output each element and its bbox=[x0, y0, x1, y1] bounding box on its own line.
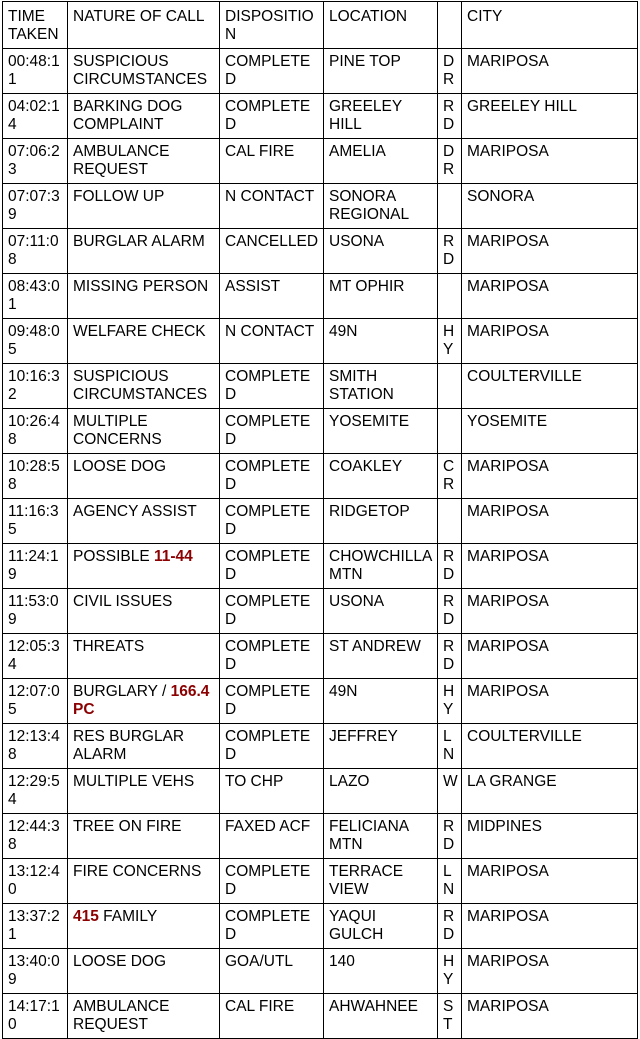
table-row bbox=[3, 454, 638, 499]
location-cell: USONA bbox=[324, 589, 438, 634]
nature-of-call-cell bbox=[68, 409, 220, 454]
header-time-taken: TIME TAKEN bbox=[3, 2, 68, 49]
location-cell: SONORA REGIONAL bbox=[324, 184, 438, 229]
disposition-cell: CANCELLED bbox=[220, 229, 324, 274]
location-cell: YAQUI GULCH bbox=[324, 904, 438, 949]
city-cell: MARIPOSA bbox=[462, 49, 638, 94]
time-taken-cell: 08:43:01 bbox=[3, 274, 68, 319]
code-reference: 11-44 bbox=[153, 548, 193, 565]
table-row bbox=[3, 994, 638, 1039]
city-cell: MARIPOSA bbox=[462, 859, 638, 904]
nature-text: BURGLAR ALARM bbox=[73, 233, 205, 250]
nature-text: RES BURGLAR ALARM bbox=[73, 728, 185, 763]
street-suffix-cell bbox=[438, 274, 462, 319]
nature-text: SUSPICIOUS CIRCUMSTANCES bbox=[73, 53, 208, 88]
nature-text: THREATS bbox=[73, 638, 145, 655]
location-cell: MT OPHIR bbox=[324, 274, 438, 319]
nature-of-call-cell bbox=[68, 724, 220, 769]
nature-text: POSSIBLE bbox=[73, 548, 154, 565]
city-cell: GREELEY HILL bbox=[462, 94, 638, 139]
street-suffix-cell: HY bbox=[438, 319, 462, 364]
table-row bbox=[3, 274, 638, 319]
header-disposition: DISPOSITION bbox=[220, 2, 324, 49]
time-taken-cell: 10:28:58 bbox=[3, 454, 68, 499]
time-taken-cell: 12:05:34 bbox=[3, 634, 68, 679]
time-taken-cell: 07:06:23 bbox=[3, 139, 68, 184]
disposition-cell: TO CHP bbox=[220, 769, 324, 814]
street-suffix-cell: HY bbox=[438, 679, 462, 724]
nature-text: BARKING DOG COMPLAINT bbox=[73, 98, 183, 133]
nature-of-call-cell bbox=[68, 364, 220, 409]
city-cell: LA GRANGE bbox=[462, 769, 638, 814]
nature-text: AMBULANCE REQUEST bbox=[73, 998, 170, 1033]
street-suffix-cell: RD bbox=[438, 589, 462, 634]
header-row bbox=[3, 2, 638, 49]
nature-of-call-cell bbox=[68, 679, 220, 724]
nature-of-call-cell bbox=[68, 544, 220, 589]
disposition-cell: COMPLETED bbox=[220, 904, 324, 949]
nature-of-call-cell bbox=[68, 319, 220, 364]
time-taken-cell: 12:07:05 bbox=[3, 679, 68, 724]
nature-of-call-cell bbox=[68, 769, 220, 814]
nature-text: FAMILY bbox=[98, 908, 158, 925]
location-cell: YOSEMITE bbox=[324, 409, 438, 454]
nature-text: CIVIL ISSUES bbox=[73, 593, 173, 610]
street-suffix-cell: HY bbox=[438, 949, 462, 994]
table-row bbox=[3, 139, 638, 184]
nature-text: MULTIPLE CONCERNS bbox=[73, 413, 162, 448]
table-row bbox=[3, 409, 638, 454]
nature-of-call-cell bbox=[68, 634, 220, 679]
street-suffix-cell: RD bbox=[438, 814, 462, 859]
time-taken-cell: 07:07:39 bbox=[3, 184, 68, 229]
city-cell: MARIPOSA bbox=[462, 229, 638, 274]
time-taken-cell: 10:16:32 bbox=[3, 364, 68, 409]
city-cell: MARIPOSA bbox=[462, 679, 638, 724]
city-cell: MARIPOSA bbox=[462, 319, 638, 364]
table-row bbox=[3, 634, 638, 679]
nature-of-call-cell bbox=[68, 274, 220, 319]
street-suffix-cell: RD bbox=[438, 544, 462, 589]
street-suffix-cell: RD bbox=[438, 634, 462, 679]
street-suffix-cell: LN bbox=[438, 859, 462, 904]
disposition-cell: COMPLETED bbox=[220, 364, 324, 409]
time-taken-cell: 07:11:08 bbox=[3, 229, 68, 274]
city-cell: MARIPOSA bbox=[462, 454, 638, 499]
location-cell: USONA bbox=[324, 229, 438, 274]
location-cell: CHOWCHILLA MTN bbox=[324, 544, 438, 589]
disposition-cell: N CONTACT bbox=[220, 319, 324, 364]
table-row bbox=[3, 499, 638, 544]
table-row bbox=[3, 859, 638, 904]
nature-of-call-cell bbox=[68, 184, 220, 229]
time-taken-cell: 12:29:54 bbox=[3, 769, 68, 814]
location-cell: ST ANDREW bbox=[324, 634, 438, 679]
code-reference: 166.4 PC bbox=[73, 683, 210, 718]
location-cell: GREELEY HILL bbox=[324, 94, 438, 139]
header-city: CITY bbox=[462, 2, 638, 49]
city-cell: MARIPOSA bbox=[462, 634, 638, 679]
city-cell: MARIPOSA bbox=[462, 544, 638, 589]
table-row bbox=[3, 949, 638, 994]
location-cell: FELICIANA MTN bbox=[324, 814, 438, 859]
time-taken-cell: 11:53:09 bbox=[3, 589, 68, 634]
street-suffix-cell: RD bbox=[438, 229, 462, 274]
disposition-cell: COMPLETED bbox=[220, 94, 324, 139]
nature-text: WELFARE CHECK bbox=[73, 323, 206, 340]
nature-of-call-cell bbox=[68, 994, 220, 1039]
nature-text: MISSING PERSON bbox=[73, 278, 209, 295]
nature-text: LOOSE DOG bbox=[73, 953, 167, 970]
disposition-cell: COMPLETED bbox=[220, 409, 324, 454]
city-cell: COULTERVILLE bbox=[462, 364, 638, 409]
call-log-table bbox=[2, 1, 638, 1039]
nature-of-call-cell bbox=[68, 904, 220, 949]
time-taken-cell: 13:12:40 bbox=[3, 859, 68, 904]
nature-of-call-cell bbox=[68, 499, 220, 544]
nature-text: MULTIPLE VEHS bbox=[73, 773, 195, 790]
location-cell: AMELIA bbox=[324, 139, 438, 184]
table-row bbox=[3, 319, 638, 364]
table-row bbox=[3, 814, 638, 859]
disposition-cell: CAL FIRE bbox=[220, 994, 324, 1039]
disposition-cell: COMPLETED bbox=[220, 679, 324, 724]
disposition-cell: COMPLETED bbox=[220, 859, 324, 904]
street-suffix-cell: CR bbox=[438, 454, 462, 499]
table-row bbox=[3, 589, 638, 634]
header-nature-of-call: NATURE OF CALL bbox=[68, 2, 220, 49]
street-suffix-cell: RD bbox=[438, 94, 462, 139]
time-taken-cell: 12:13:48 bbox=[3, 724, 68, 769]
nature-text: FIRE CONCERNS bbox=[73, 863, 202, 880]
header-location: LOCATION bbox=[324, 2, 438, 49]
table-row bbox=[3, 769, 638, 814]
nature-of-call-cell bbox=[68, 139, 220, 184]
nature-of-call-cell bbox=[68, 49, 220, 94]
city-cell: SONORA bbox=[462, 184, 638, 229]
nature-of-call-cell bbox=[68, 454, 220, 499]
nature-of-call-cell bbox=[68, 94, 220, 139]
city-cell: COULTERVILLE bbox=[462, 724, 638, 769]
disposition-cell: COMPLETED bbox=[220, 544, 324, 589]
nature-of-call-cell bbox=[68, 229, 220, 274]
location-cell: AHWAHNEE bbox=[324, 994, 438, 1039]
location-cell: 49N bbox=[324, 679, 438, 724]
city-cell: MARIPOSA bbox=[462, 274, 638, 319]
city-cell: MARIPOSA bbox=[462, 949, 638, 994]
street-suffix-cell: RD bbox=[438, 904, 462, 949]
disposition-cell: ASSIST bbox=[220, 274, 324, 319]
table-row bbox=[3, 184, 638, 229]
location-cell: RIDGETOP bbox=[324, 499, 438, 544]
time-taken-cell: 00:48:11 bbox=[3, 49, 68, 94]
nature-of-call-cell bbox=[68, 859, 220, 904]
city-cell: YOSEMITE bbox=[462, 409, 638, 454]
time-taken-cell: 13:40:09 bbox=[3, 949, 68, 994]
location-cell: COAKLEY bbox=[324, 454, 438, 499]
city-cell: MIDPINES bbox=[462, 814, 638, 859]
location-cell: LAZO bbox=[324, 769, 438, 814]
street-suffix-cell: ST bbox=[438, 994, 462, 1039]
city-cell: MARIPOSA bbox=[462, 904, 638, 949]
disposition-cell: COMPLETED bbox=[220, 499, 324, 544]
table-row bbox=[3, 904, 638, 949]
nature-text: AGENCY ASSIST bbox=[73, 503, 197, 520]
time-taken-cell: 11:16:35 bbox=[3, 499, 68, 544]
time-taken-cell: 09:48:05 bbox=[3, 319, 68, 364]
street-suffix-cell bbox=[438, 364, 462, 409]
nature-text: AMBULANCE REQUEST bbox=[73, 143, 170, 178]
city-cell: MARIPOSA bbox=[462, 139, 638, 184]
street-suffix-cell: DR bbox=[438, 49, 462, 94]
city-cell: MARIPOSA bbox=[462, 994, 638, 1039]
nature-text: LOOSE DOG bbox=[73, 458, 167, 475]
street-suffix-cell: DR bbox=[438, 139, 462, 184]
street-suffix-cell: W bbox=[438, 769, 462, 814]
time-taken-cell: 10:26:48 bbox=[3, 409, 68, 454]
street-suffix-cell: LN bbox=[438, 724, 462, 769]
disposition-cell: COMPLETED bbox=[220, 634, 324, 679]
call-log-body bbox=[3, 49, 638, 1039]
time-taken-cell: 11:24:19 bbox=[3, 544, 68, 589]
time-taken-cell: 13:37:21 bbox=[3, 904, 68, 949]
street-suffix-cell bbox=[438, 409, 462, 454]
city-cell: MARIPOSA bbox=[462, 589, 638, 634]
time-taken-cell: 04:02:14 bbox=[3, 94, 68, 139]
table-row bbox=[3, 544, 638, 589]
disposition-cell: GOA/UTL bbox=[220, 949, 324, 994]
disposition-cell: COMPLETED bbox=[220, 589, 324, 634]
city-cell: MARIPOSA bbox=[462, 499, 638, 544]
table-row bbox=[3, 49, 638, 94]
table-row bbox=[3, 679, 638, 724]
location-cell: TERRACE VIEW bbox=[324, 859, 438, 904]
disposition-cell: FAXED ACF bbox=[220, 814, 324, 859]
disposition-cell: COMPLETED bbox=[220, 454, 324, 499]
location-cell: 140 bbox=[324, 949, 438, 994]
location-cell: 49N bbox=[324, 319, 438, 364]
disposition-cell: COMPLETED bbox=[220, 49, 324, 94]
table-row bbox=[3, 94, 638, 139]
street-suffix-cell bbox=[438, 184, 462, 229]
location-cell: JEFFREY bbox=[324, 724, 438, 769]
nature-text: FOLLOW UP bbox=[73, 188, 165, 205]
disposition-cell: COMPLETED bbox=[220, 724, 324, 769]
disposition-cell: CAL FIRE bbox=[220, 139, 324, 184]
table-row bbox=[3, 724, 638, 769]
time-taken-cell: 12:44:38 bbox=[3, 814, 68, 859]
street-suffix-cell bbox=[438, 499, 462, 544]
table-row bbox=[3, 229, 638, 274]
nature-text: SUSPICIOUS CIRCUMSTANCES bbox=[73, 368, 208, 403]
nature-of-call-cell bbox=[68, 814, 220, 859]
disposition-cell: N CONTACT bbox=[220, 184, 324, 229]
location-cell: PINE TOP bbox=[324, 49, 438, 94]
table-row bbox=[3, 364, 638, 409]
nature-text: TREE ON FIRE bbox=[73, 818, 182, 835]
code-reference: 415 bbox=[73, 908, 99, 925]
location-cell: SMITH STATION bbox=[324, 364, 438, 409]
header-street-suffix bbox=[438, 2, 462, 49]
nature-of-call-cell bbox=[68, 589, 220, 634]
nature-text: BURGLARY / bbox=[73, 683, 171, 700]
time-taken-cell: 14:17:10 bbox=[3, 994, 68, 1039]
nature-of-call-cell bbox=[68, 949, 220, 994]
